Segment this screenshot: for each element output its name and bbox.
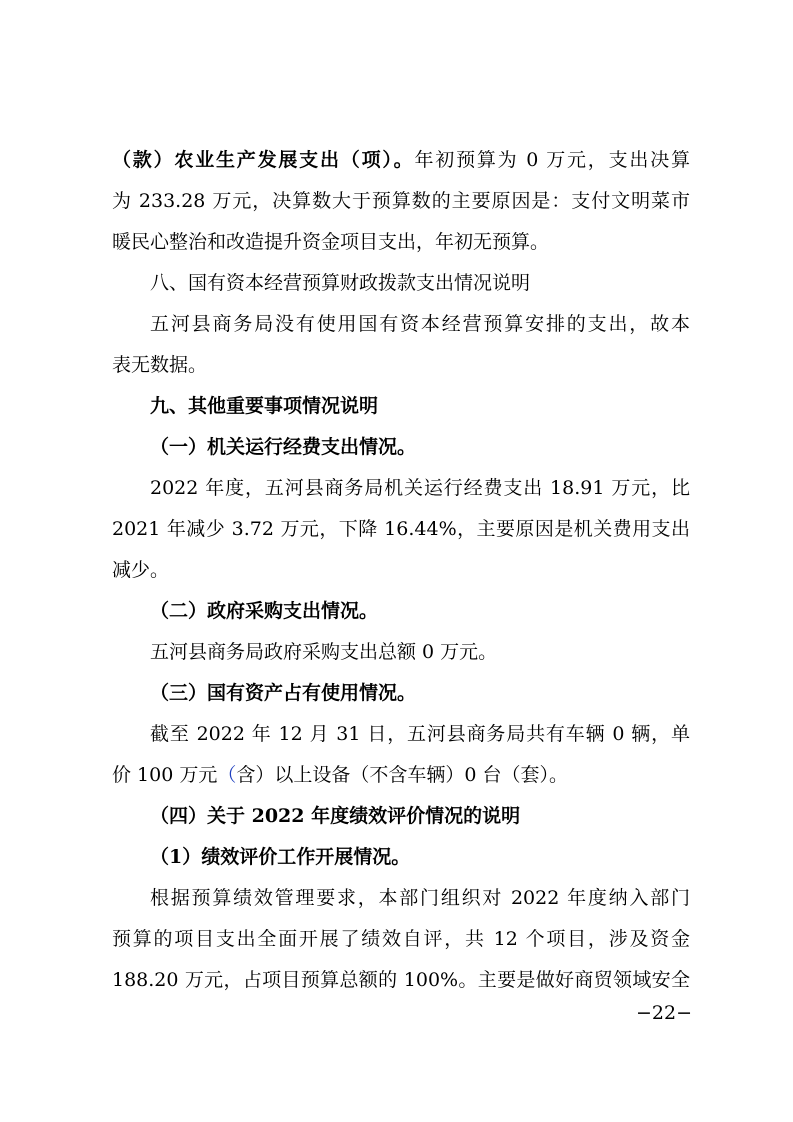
paragraph-line: 2021 年减少 3.72 万元，下降 16.44%，主要原因是机关费用支出 <box>112 518 690 540</box>
body-text: 年初预算为 0 万元，支出决算 <box>414 149 690 171</box>
paragraph-line: 预算的项目支出全面开展了绩效自评，共 12 个项目，涉及资金 <box>112 928 690 950</box>
paragraph-line: 减少。 <box>112 559 170 581</box>
section-heading-8: 八、国有资本经营预算财政拨款支出情况说明 <box>150 272 531 294</box>
subsection-heading-2: （二）政府采购支出情况。 <box>150 600 379 622</box>
paragraph-line: 截至 2022 年 12 月 31 日，五河县商务局共有车辆 0 辆，单 <box>150 723 690 745</box>
subsection-heading-4: （四）关于 2022 年度绩效评价情况的说明 <box>150 805 521 827</box>
paragraph-line: 表无数据。 <box>112 354 208 376</box>
body-text: 含）以上设备（不含车辆）0 台（套）。 <box>236 764 569 786</box>
paragraph-line: 五河县商务局没有使用国有资本经营预算安排的支出，故本 <box>150 313 690 335</box>
paragraph-line: 为 233.28 万元，决算数大于预算数的主要原因是：支付文明菜市 <box>112 190 690 212</box>
blue-paren: （ <box>217 764 237 786</box>
page-number: −22− <box>636 1002 693 1024</box>
paragraph-line: 五河县商务局政府采购支出总额 0 万元。 <box>150 641 498 663</box>
body-text: 价 100 万元 <box>112 764 218 786</box>
paragraph-line <box>112 147 690 173</box>
paragraph-line: 暖民心整治和改造提升资金项目支出，年初无预算。 <box>112 231 550 253</box>
sub-subsection-heading-1: （1）绩效评价工作开展情况。 <box>150 846 411 868</box>
subsection-heading-3: （三）国有资产占有使用情况。 <box>150 682 417 704</box>
section-label: （款）农业生产发展支出（项）。 <box>112 149 415 171</box>
section-heading-9: 九、其他重要事项情况说明 <box>150 395 379 417</box>
paragraph-line: 188.20 万元，占项目预算总额的 100%。主要是做好商贸领域安全 <box>112 969 690 991</box>
paragraph-line: 根据预算绩效管理要求，本部门组织对 2022 年度纳入部门 <box>150 887 690 909</box>
subsection-heading-1: （一）机关运行经费支出情况。 <box>150 436 417 458</box>
paragraph-line <box>112 762 690 788</box>
paragraph-line: 2022 年度，五河县商务局机关运行经费支出 18.91 万元，比 <box>150 477 690 499</box>
